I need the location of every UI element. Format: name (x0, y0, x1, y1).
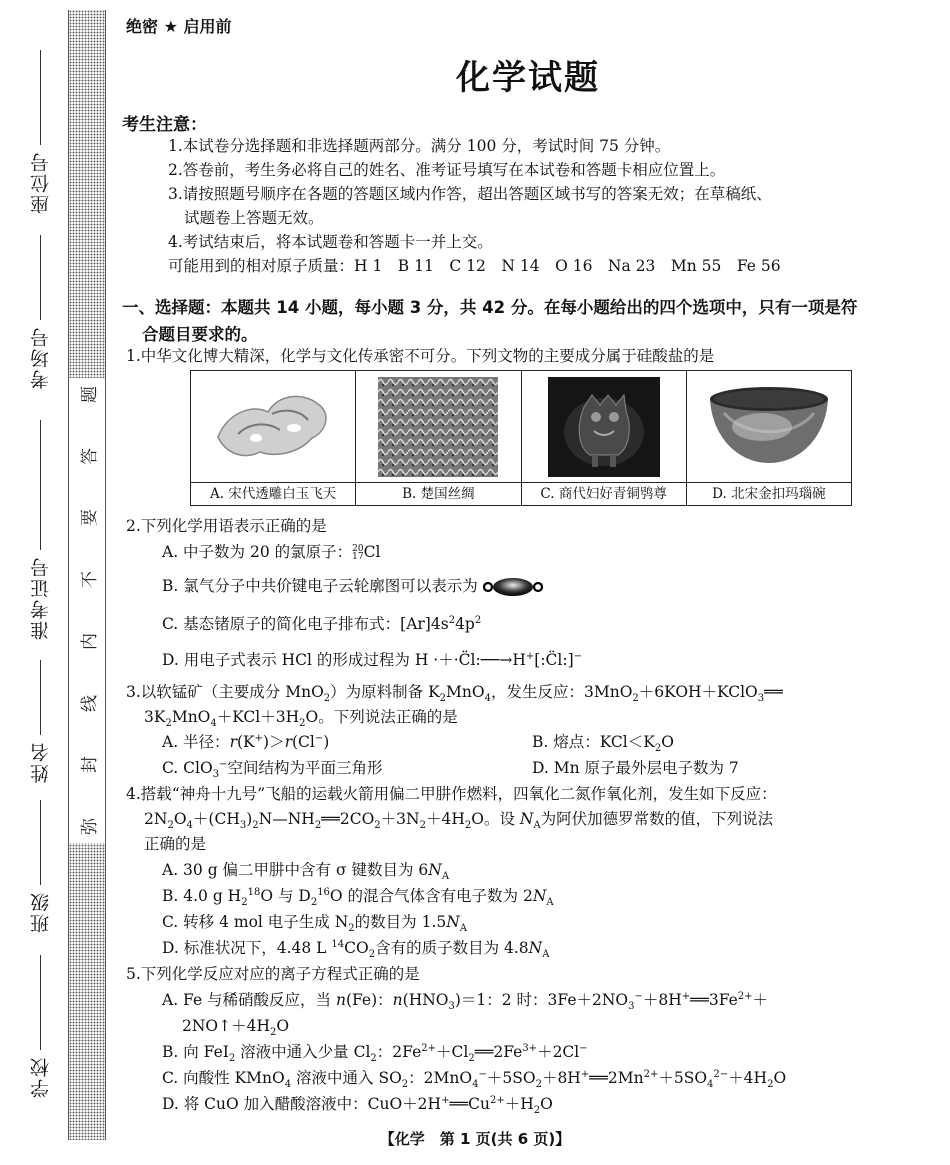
question-5-stem: 5.下列化学反应对应的离子方程式正确的是 (126, 965, 420, 983)
q2-option-c: C. 基态锗原子的简化电子排布式：$[Ar]4s^24p^2$ (162, 614, 482, 633)
margin-field-ticket: 准考证号 (18, 420, 62, 640)
q1-option-d: D. 北宋金扣玛瑙碗 (687, 371, 851, 505)
margin-field-class: 班级 (18, 800, 62, 933)
question-3-stem-cont: $3K_2MnO_4+KCl+3H_2O$。下列说法正确的是 (144, 708, 458, 730)
margin-field-room: 考场号 (18, 235, 62, 389)
question-3-stem: 3.以软锰矿（主要成分 MnO$_2$）为原料制备 $K_2MnO_4$，发生反应：3MnO$_2$＋6KOH＋KClO$_3$══ (126, 683, 783, 705)
note-item-4: 4.考试结束后，将本试题卷和答题卡一并上交。 (168, 233, 493, 251)
margin-field-school: 学校 (18, 955, 62, 1098)
question-4-equation: $2N_2O_4+(CH_3)_2N—NH_2══2CO_2+3N_2+4H_2O$。设 $N_A$为阿伏加德罗常数的值，下列说法 (144, 810, 774, 832)
q5-option-d: D. 将 CuO 加入醋酸溶液中：$CuO+2H^+══Cu^{2+}+H_2O$ (162, 1094, 553, 1117)
note-item-1: 1.本试卷分选择题和非选择题两部分。满分 100 分，考试时间 75 分钟。 (168, 137, 671, 155)
q4-option-a: A. 30 g 偏二甲肼中含有 σ 键数目为 $6N_A$ (162, 861, 450, 883)
q4-option-d: D. 标准状况下，4.48 L $^{14}CO_2$含有的质子数目为 $4.8N_A$ (162, 938, 550, 961)
q3-option-d: D. Mn 原子最外层电子数为 7 (532, 759, 739, 777)
page-footer: 【化学 第 1 页(共 6 页)】 (379, 1130, 571, 1148)
q5-option-a: A. Fe 与稀硝酸反应，当 n(Fe)：$n(HNO_3)=1$：2 时：$3Fe+2NO_3^-+8H^+══3Fe^{2+}+$ (162, 990, 769, 1013)
agate-bowl-icon (704, 377, 834, 477)
confidential-mark: 绝密 ★ 启用前 (126, 17, 232, 36)
page-title: 化学试题 (456, 58, 600, 98)
binding-margin (0, 0, 110, 1165)
notes-heading: 考生注意： (122, 115, 207, 135)
question-2-stem: 2.下列化学用语表示正确的是 (126, 517, 327, 535)
jade-carving-icon (208, 382, 338, 472)
q3-option-c: C. ClO$_3$−空间结构为平面三角形 (162, 758, 383, 781)
silk-fabric-icon (378, 377, 498, 477)
bronze-owl-vessel-icon (548, 377, 660, 477)
q1-option-b: B. 楚国丝绸 (356, 371, 521, 505)
q3-option-b: B. 熔点：$KCl<K_2O$ (532, 733, 674, 755)
q4-option-c: C. 转移 4 mol 电子生成 $N_2$的数目为 $1.5N_A$ (162, 913, 468, 935)
q1-option-c: C. 商代妇好青铜鸮尊 (522, 371, 687, 505)
margin-field-name: 姓名 (18, 660, 62, 783)
electron-cloud-icon (483, 576, 543, 598)
seal-notice: 题 答 要 不 内 线 封 弥 (69, 378, 105, 843)
question-4-stem: 4.搭载“神舟十九号”飞船的运载火箭用偏二甲肼作燃料，四氧化二氮作氧化剂，发生如下反应： (126, 785, 777, 803)
section-heading: 一、选择题：本题共 14 小题，每小题 3 分，共 42 分。在每小题给出的四个选项中，只有一项是符 合题目要求的。 (122, 298, 858, 344)
q2-option-d: D. 用电子式表示 HCl 的形成过程为 H ·＋·C̈l:──→H+[:C̈l:]− (162, 650, 583, 669)
note-item-3: 3.请按照题号顺序在各题的答题区域内作答，超出答题区域书写的答案无效；在草稿纸、 (168, 185, 772, 203)
note-item-2: 2.答卷前，考生务必将自己的姓名、准考证号填写在本试卷和答题卡相应位置上。 (168, 161, 726, 179)
q5-option-b: B. 向 FeI$_2$ 溶液中通入少量 $Cl_2$：$2Fe^{2+}+Cl_2══2Fe^{3+}+2Cl^-$ (162, 1042, 588, 1065)
q1-image-table (190, 370, 852, 506)
q4-option-b: B. 4.0 g $H_2^{18}O$ 与 $D_2^{16}O$ 的混合气体含有电子数为 $2N_A$ (162, 886, 554, 909)
atomic-mass-line: 可能用到的相对原子质量：H 1 B 11 C 12 N 14 O 16 Na 23 Mn 55 Fe 56 (168, 257, 781, 275)
question-4-stem-end: 正确的是 (144, 835, 207, 853)
note-item-3-cont: 试题卷上答题无效。 (184, 209, 324, 227)
q2-option-b: B. 氯气分子中共价键电子云轮廓图可以表示为 (162, 574, 543, 598)
question-1-stem: 1.中华文化博大精深，化学与文化传承密不可分。下列文物的主要成分属于硅酸盐的是 (126, 347, 715, 365)
q5-option-a-cont: $2NO↑+4H_2O$ (182, 1017, 290, 1039)
q2-option-a: A. 中子数为 20 的氯原子：20 17Cl (162, 543, 381, 562)
margin-field-seat: 座位号 (18, 50, 62, 214)
q1-option-a: A. 宋代透雕白玉飞天 (191, 371, 356, 505)
seal-line-bar (68, 10, 106, 1140)
q5-option-c: C. 向酸性 KMnO$_4$ 溶液中通入 $SO_2$：$2MnO_4^-+5SO_2+8H^+══2Mn^{2+}+5SO_4^{2-}+4H_2O$ (162, 1068, 787, 1091)
q3-option-a: A. 半径：r(K+)＞r(Cl−) (162, 732, 330, 751)
